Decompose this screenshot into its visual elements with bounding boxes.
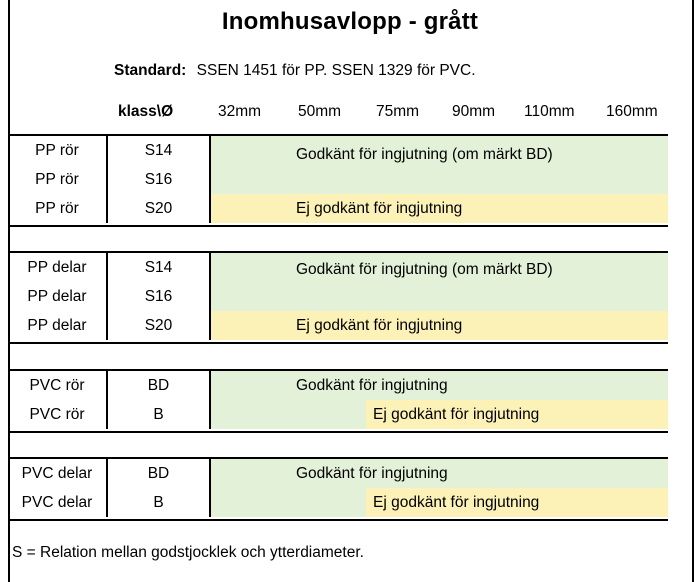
table-row: [8, 165, 668, 194]
status-label: Ej godkänt för ingjutning: [296, 317, 463, 334]
row-class: S16: [108, 282, 211, 311]
approved-fill: [211, 488, 366, 517]
row-status: [211, 253, 668, 282]
status-label: Ej godkänt för ingjutning: [296, 200, 463, 217]
standard-line: [114, 62, 476, 80]
row-class: S20: [108, 194, 211, 223]
row-name: PVC delar: [8, 488, 108, 517]
status-label: Godkänt för ingjutning (om märkt BD): [296, 261, 553, 278]
diameter-header-90: 90mm: [452, 103, 496, 120]
row-class: BD: [108, 371, 211, 400]
group-pvc-delar: [8, 457, 668, 521]
page-title: Inomhusavlopp - grått: [221, 8, 479, 35]
table-row: [8, 371, 668, 400]
diameter-header-75: 75mm: [376, 103, 420, 120]
diameter-header-32: 32mm: [218, 103, 262, 120]
table-row: [8, 194, 668, 223]
table-row: [8, 459, 668, 488]
table-row: [8, 136, 668, 165]
approved-fill: [211, 165, 668, 194]
status-label: Godkänt för ingjutning (om märkt BD): [296, 146, 553, 163]
row-name: PP delar: [8, 253, 108, 282]
row-name: PP rör: [8, 136, 108, 165]
status-label: Ej godkänt för ingjutning: [373, 494, 540, 511]
row-name: PP delar: [8, 311, 108, 340]
row-name: PVC rör: [8, 371, 108, 400]
row-class: BD: [108, 459, 211, 488]
row-name: PP rör: [8, 165, 108, 194]
table-row: [8, 400, 668, 429]
standard-text: SSEN 1451 för PP. SSEN 1329 för PVC.: [196, 62, 476, 79]
row-status: [211, 282, 668, 311]
row-class: S14: [108, 136, 211, 165]
approved-fill: [211, 400, 366, 429]
status-label: Ej godkänt för ingjutning: [373, 406, 540, 423]
row-status: [211, 459, 668, 488]
row-class: S14: [108, 253, 211, 282]
group-pvc-ror: [8, 369, 668, 433]
row-status: [211, 165, 668, 194]
row-status: [211, 488, 668, 517]
diameter-header-110: 110mm: [524, 103, 575, 120]
footnote: S = Relation mellan godstjocklek och ytterdiameter.: [12, 544, 364, 561]
row-name: PVC delar: [8, 459, 108, 488]
row-class: S20: [108, 311, 211, 340]
status-label: Godkänt för ingjutning: [296, 377, 448, 394]
table-row: [8, 488, 668, 517]
group-pp-delar: [8, 251, 668, 344]
row-class: S16: [108, 165, 211, 194]
group-pp-ror: [8, 134, 668, 227]
row-status: [211, 136, 668, 165]
row-status: [211, 311, 668, 340]
table-row: [8, 311, 668, 340]
table-row: [8, 282, 668, 311]
standard-label: Standard:: [114, 62, 187, 79]
row-name: PP rör: [8, 194, 108, 223]
row-name: PP delar: [8, 282, 108, 311]
klass-diameter-header: klass\Ø: [118, 103, 174, 120]
row-status: [211, 194, 668, 223]
status-label: Godkänt för ingjutning: [296, 465, 448, 482]
diameter-header-160: 160mm: [606, 103, 658, 120]
row-class: B: [108, 400, 211, 429]
table-row: [8, 253, 668, 282]
row-class: B: [108, 488, 211, 517]
row-status: [211, 371, 668, 400]
diameter-header-50: 50mm: [298, 103, 342, 120]
row-name: PVC rör: [8, 400, 108, 429]
approved-fill: [211, 282, 668, 311]
row-status: [211, 400, 668, 429]
